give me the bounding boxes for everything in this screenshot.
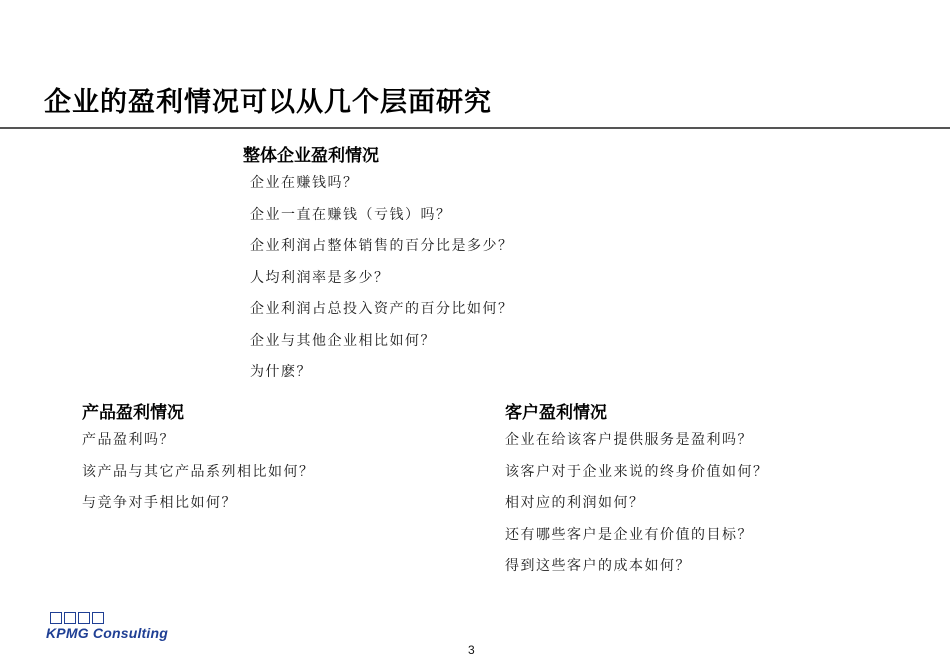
question-item: 企业利润占总投入资产的百分比如何？: [250, 301, 514, 317]
question-item: 企业与其他企业相比如何？: [250, 332, 436, 349]
question-item: 企业利润占整体销售的百分比是多少？: [250, 238, 514, 254]
question-item: 产品盈利吗？: [82, 432, 175, 448]
question-item: 企业在给该客户提供服务是盈利吗？: [505, 432, 753, 448]
section-heading: 产品盈利情况: [82, 403, 184, 423]
title-divider: [0, 127, 950, 129]
question-list: [243, 174, 514, 395]
page-number: 3: [468, 643, 475, 657]
question-list: [82, 431, 315, 526]
logo-text: KPMG Consulting: [46, 625, 168, 641]
overall-profitability-section: [243, 146, 514, 395]
section-heading: 整体企业盈利情况: [243, 146, 379, 166]
section-heading: 客户盈利情况: [505, 403, 607, 423]
question-item: 相对应的利润如何？: [505, 495, 645, 511]
question-item: 与竞争对手相比如何？: [82, 495, 237, 511]
question-item: 得到这些客户的成本如何？: [505, 558, 691, 574]
kpmg-consulting-logo: [46, 612, 168, 641]
product-profitability-section: [82, 403, 315, 526]
customer-profitability-section: [505, 403, 769, 589]
question-item: 还有哪些客户是企业有价值的目标？: [505, 526, 753, 543]
question-item: 企业在赚钱吗？: [250, 175, 359, 191]
question-item: 为什麽？: [250, 364, 312, 380]
question-item: 该产品与其它产品系列相比如何？: [82, 463, 315, 480]
kpmg-boxes-icon: [50, 612, 168, 624]
page-title: 企业的盈利情况可以从几个层面研究: [44, 87, 492, 118]
question-item: 人均利润率是多少？: [250, 269, 390, 286]
question-item: 企业一直在赚钱（亏钱）吗？: [250, 206, 452, 223]
question-list: [505, 431, 769, 589]
question-item: 该客户对于企业来说的终身价值如何？: [505, 463, 769, 480]
